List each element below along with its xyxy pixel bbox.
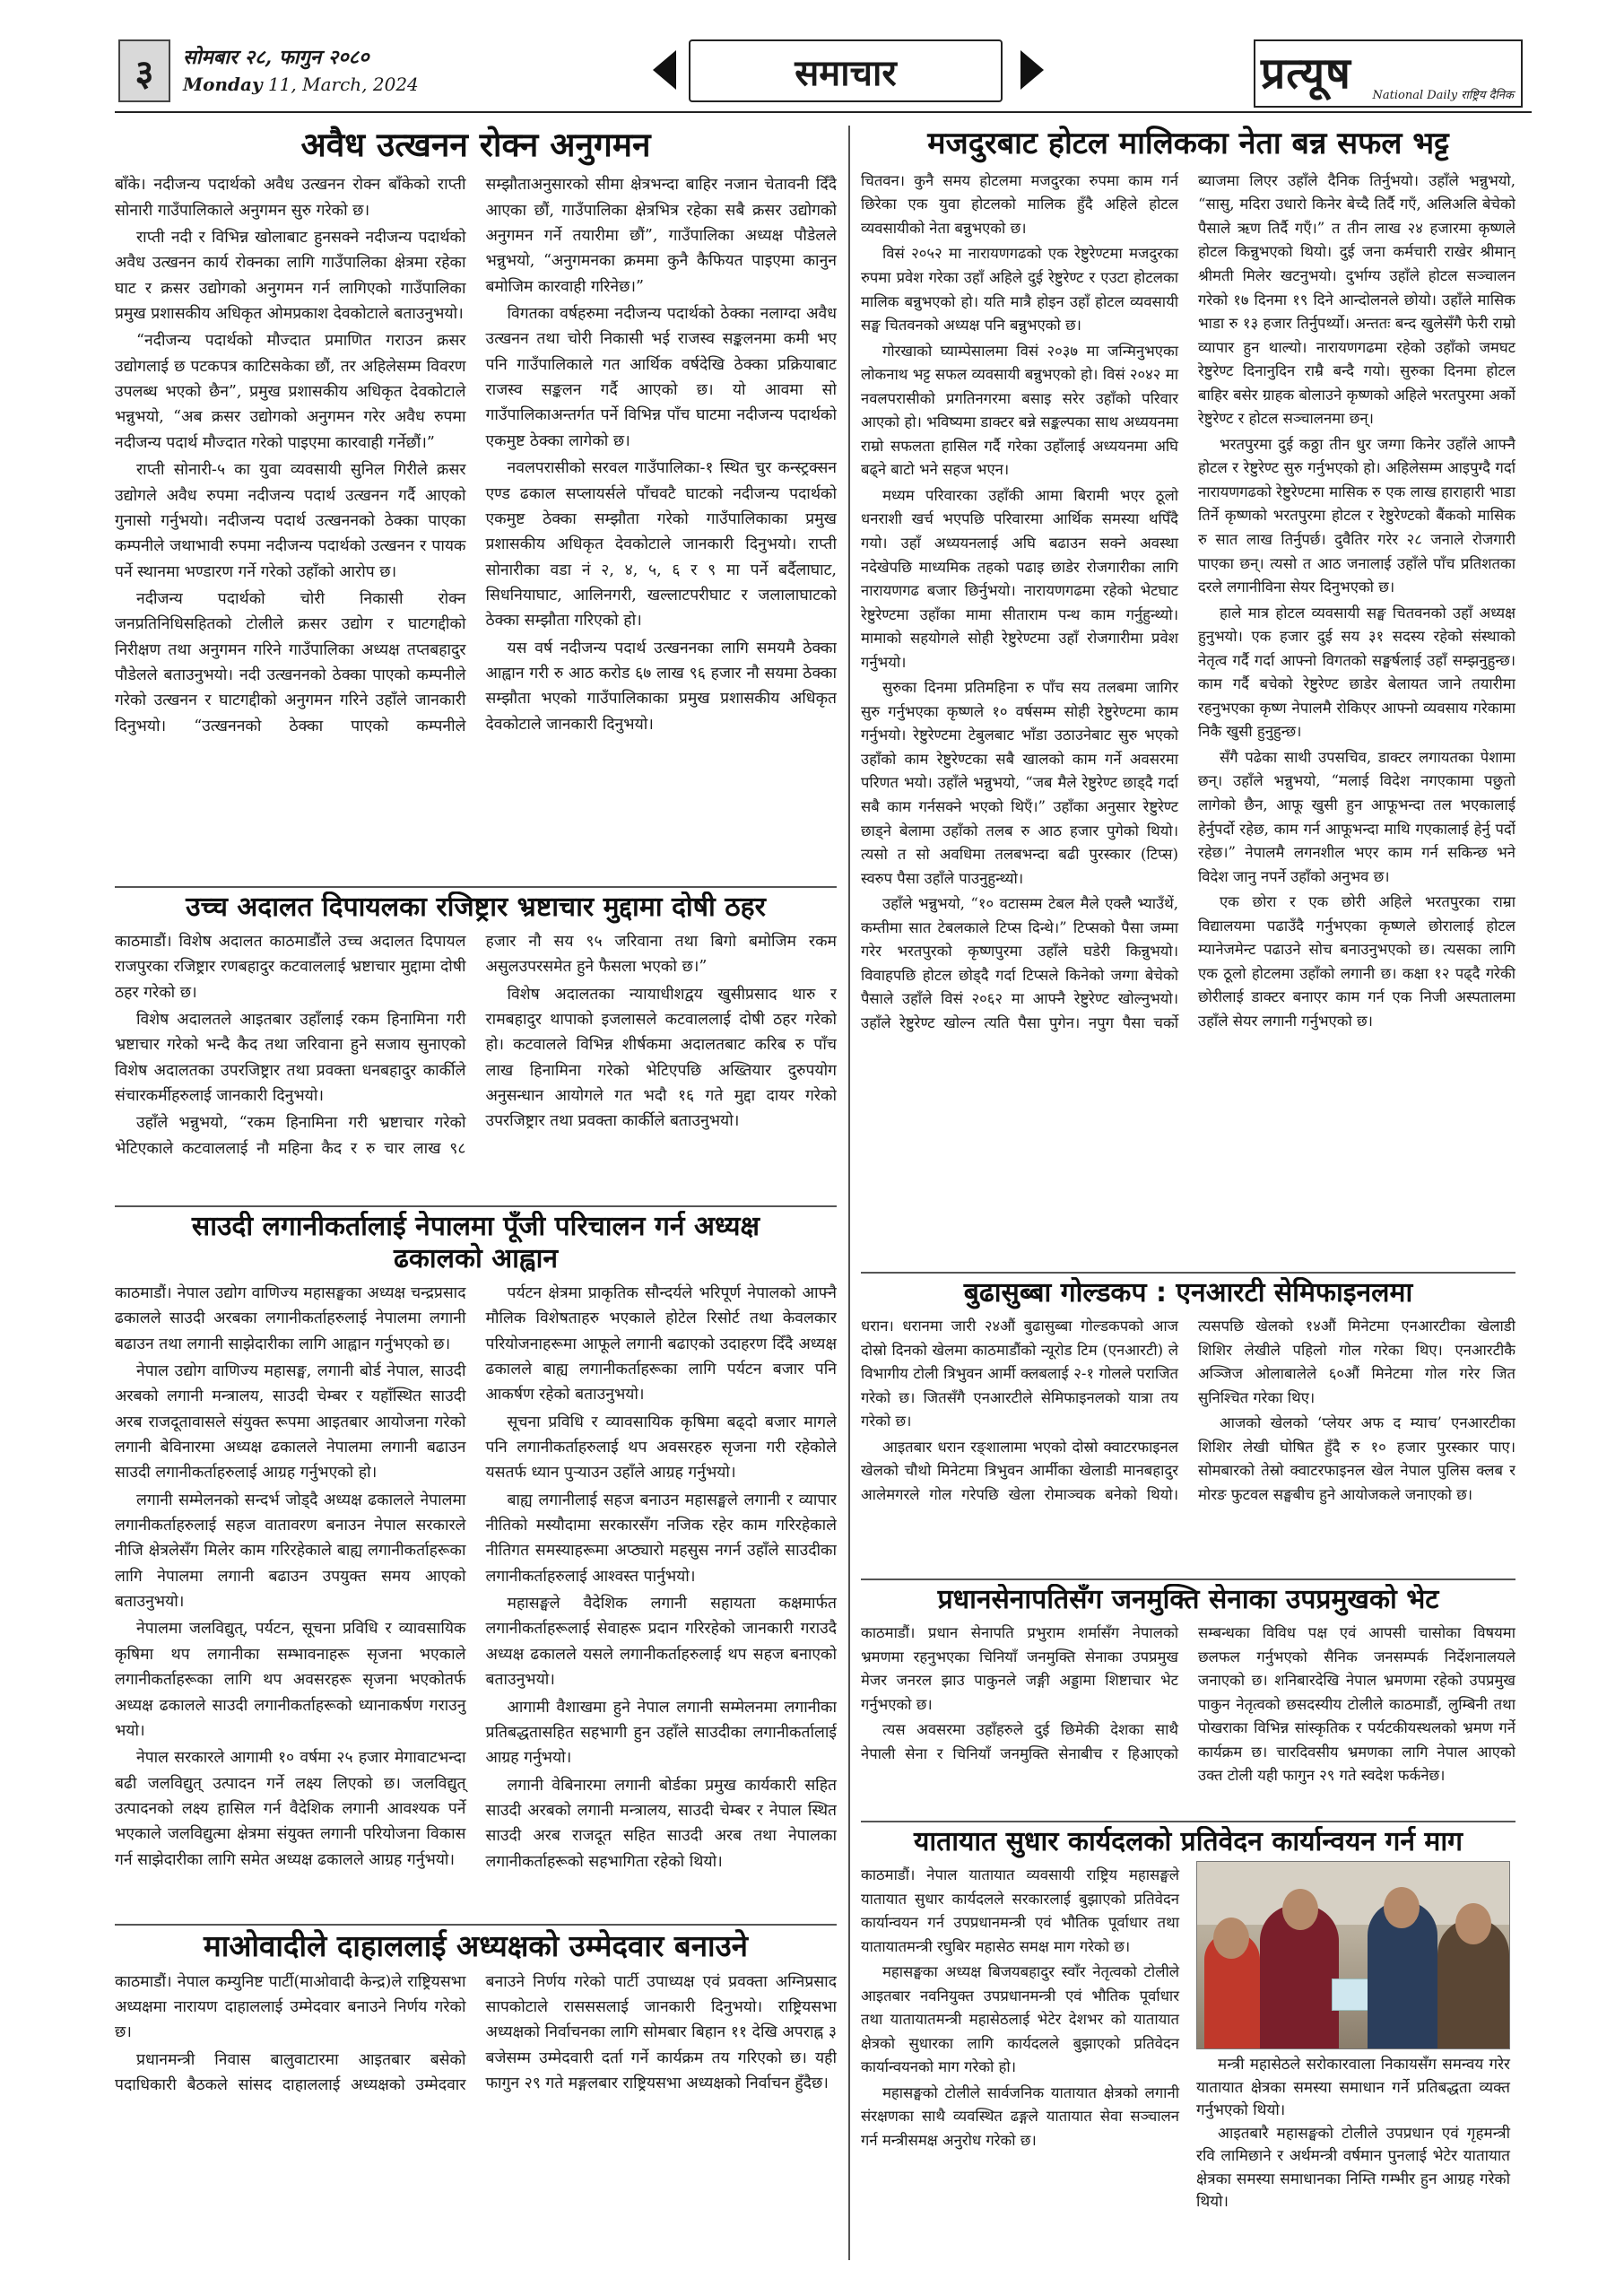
divider — [115, 886, 837, 888]
divider — [861, 1821, 1515, 1822]
page-number: ३ — [118, 39, 170, 102]
section-title: समाचार — [689, 39, 1003, 102]
date-nepali: सोमबार २८, फागुन २०८० — [183, 46, 369, 69]
paragraph: नेपाल सरकारले आगामी १० वर्षमा २५ हजार मेगावाटभन्दा बढी जलविद्युत् उत्पादन गर्ने लक्ष्य लिएको छ। जलविद्युत् उत्पादनको लक्ष्य हासिल गर्न वैदेशिक लगानी आवश्यक पर्ने भएकाले जलविद्युत्मा क्षेत्रमा संयुक्त लगानी परियोजना विकास गर्न साझेदारीका लागि समेत अध्यक्ष ढकालले आग्रह गर्नुभयो। — [115, 1749, 466, 1869]
masthead — [115, 32, 1532, 113]
paragraph: यस वर्ष नदीजन्य पदार्थ उत्खननका लागि समयमै ठेक्का आह्वान गरी रु आठ करोड ६७ लाख ९६ हजार नौ सयमा ठेक्का सम्झौता भएको गाउँपालिकाका प्रमुख प्रशासकीय अधिकृत देवकोटाले जानकारी दिनुभयो। — [485, 639, 837, 734]
headline: यातायात सुधार कार्यदलको प्रतिवेदन कार्यान्वयन गर्न माग — [913, 1826, 1463, 1857]
article-body — [115, 1281, 837, 1875]
article-hotel-owner — [861, 126, 1515, 1266]
headline: उच्च अदालत दिपायलका रजिष्ट्रार भ्रष्टाचार मुद्दामा दोषी ठहर — [186, 891, 766, 923]
paragraph: काठमाडौं। विशेष अदालत काठमाडौंले उच्च अदालत दिपायल राजपुरका रजिष्ट्रार रणबहादुर कटवाललाई भ्रष्टाचार मुद्दामा दोषी ठहर गरेको छ। — [115, 933, 466, 1002]
article-body — [861, 1622, 1515, 1788]
logo-wordmark: प्रत्यूष — [1261, 48, 1351, 99]
paragraph: एक छोरा र एक छोरी अहिले भरतपुरका राम्रा विद्यालयमा पढाउँदै गर्नुभएका कृष्णले छोरालाई होटल म्यानेजमेन्ट पढाउने सोच बनाउनुभएको छ। त्यसका लागि एक ठूलो होटलमा उहाँको लगानी छ। कक्षा १२ पढ्दै गरेकी छोरीलाई डाक्टर बनाएर काम गर्न एक निजी अस्पतालमा उहाँले सेयर लगानी गर्नुभएको छ। — [1198, 893, 1515, 1030]
divider — [861, 1578, 1515, 1580]
prev-arrow-icon[interactable] — [653, 50, 676, 90]
paragraph: आइतबार धरान रङ्शालामा भएको दोस्रो क्वाटरफाइनल खेलको चौथो मिनेटमा त्रिभुवन आर्मीका खेलाडी मानबहादुर आलेमगरले गोल गरेपछि खेला रोमाञ्चक बनेको थियो। त्यसपछि खेलको १४औं मिनेटमा एनआरटीका खेलाडी शिशिर लेखीले पहिलो गोल गरेका थिए। एनआरटीकै अञ्जिज ओलाबालेले ६०औं मिनेटमा गोल गरेर जित सुनिश्चित गरेका थिए। — [861, 1318, 1515, 1503]
paragraph: विशेष अदालतका न्यायाधीशद्वय खुसीप्रसाद थारु र रामबहादुर थापाको इजलासले कटवाललाई दोषी ठहर गरेको हो। कटवालले विभिन्न शीर्षकमा अदालतबाट करिब रु पाँच लाख हिनामिना गरेको भेटिएपछि अख्तियार दुरुपयोग अनुसन्धान आयोगले गत भदौ १६ गते मुद्दा दायर गरेको उपरजिष्ट्रार तथा प्रवक्ता कार्कीले बताउनुभयो। — [485, 985, 837, 1131]
paragraph: नदीजन्य पदार्थको चोरी निकासी रोक्न जनप्रतिनिधिसहितको टोलीले क्रसर उद्योग र घाटगद्दीको निरीक्षण तथा अनुगमन गरिने गाउँपालिका अध्यक्ष तप्तबहादुर पौडेलले बताउनुभयो। नदी उत्खननको ठेक्का पाएको कम्पनीले गरेको उत्खनन र घाटगद्दीको अनुगमन गरिने उहाँले जानकारी दिनुभयो। “उत्खननको ठेक्का पाएको कम्पनीले सम्झौताअनुसारको सीमा क्षेत्रभन्दा बाहिर नजान चेतावनी दिँदै आएका छौं, गाउँपालिका क्षेत्रभित्र रहेका सबै क्रसर उद्योगको अनुगमन गर्ने तयारीमा छौं”, गाउँपालिका अध्यक्ष पौडेलले भन्नुभयो, “अनुगमनका क्रममा कुनै कैफियत पाइएमा कानुन बमोजिम कारवाही गरिनेछ।” — [115, 176, 837, 735]
article-registrar-corruption — [115, 891, 837, 1201]
paragraph: महासङ्घले वैदेशिक लगानी सहायता कक्षमार्फत लगानीकर्ताहरूलाई सेवाहरू प्रदान गरिरहेको जानकारी गराउदै अध्यक्ष ढकालले यसले लगानीकर्ताहरुलाई थप सहज बनाएको बताउनुभयो। — [485, 1595, 837, 1690]
date-english-line — [183, 74, 419, 95]
date-english: 11, March, 2024 — [267, 74, 419, 95]
paragraph: विसं २०५२ मा नारायणगढको एक रेष्टुरेण्टमा मजदुरका रुपमा प्रवेश गरेका उहाँ अहिले दुई रेष्टुरेण्ट र एउटा होटलका मालिक बन्नुभएको हो। यति मात्रै होइन उहाँ होटल व्यवसायी सङ्घ चितवनको अध्यक्ष पनि बन्नुभएको छ। — [861, 245, 1178, 335]
headline: अवैध उत्खनन रोक्न अनुगमन — [300, 126, 651, 164]
paragraph: बाह्य लगानीलाई सहज बनाउन महासङ्घले लगानी र व्यापार नीतिको मस्यौदामा सरकारसँग नजिक रहेर काम गरिरहेकाले नीतिगत समस्याहरूमा अप्ठ्यारो महसुस नगर्न उहाँले साउदीका लगानीकर्ताहरुलाई आश्वस्त पार्नुभयो। — [485, 1491, 837, 1586]
headline: प्रधानसेनापतिसँग जनमुक्ति सेनाका उपप्रमुखको भेट — [937, 1584, 1439, 1615]
paragraph: “नदीजन्य पदार्थको मौज्दात प्रमाणित गराउन क्रसर उद्योगलाई छ पटकपत्र काटिसकेका छौं, तर अहिलेसम्म विवरण उपलब्ध भएको छैन”, प्रमुख प्रशासकीय अधिकृत देवकोटाले भन्नुभयो, “अब क्रसर उद्योगको अनुगमन गरेर अवैध रुपमा नदीजन्य पदार्थ मौज्दात गरेको पाइएमा कारवाही गर्नेछौं।” — [115, 332, 466, 452]
paragraph: काठमाडौं। नेपाल कम्युनिष्ट पार्टी(माओवादी केन्द्र)ले राष्ट्रियसभा अध्यक्षमा नारायण दाहाललाई उम्मेदवार बनाउने निर्णय गरेको छ। — [115, 1972, 466, 2042]
paragraph: मन्त्री महासेठले सरोकारवाला निकायसँग समन्वय गरेर यातायात क्षेत्रका समस्या समाधान गर्ने प्रतिबद्धता व्यक्त गर्नुभएको थियो। — [1196, 2056, 1510, 2119]
column-divider — [848, 126, 850, 2260]
article-body — [115, 929, 837, 1161]
paragraph: आइतबारै महासङ्घको टोलीले उपप्रधान एवं गृहमन्त्री रवि लामिछाने र अर्थमन्त्री वर्षमान पुनलाई भेटेर यातायात क्षेत्रका समस्या समाधानका निम्ति गम्भीर हुन आग्रह गरेको थियो। — [1196, 2124, 1510, 2211]
day-english: Monday — [183, 74, 263, 95]
paragraph: सूचना प्रविधि र व्यावसायिक कृषिमा बढ्दो बजार मागले पनि लगानीकर्ताहरुलाई थप अवसरहरु सृजना गरी रहेकोले यसतर्फ ध्यान पुर्‍याउन उहाँले आग्रह गर्नुभयो। — [485, 1413, 837, 1483]
logo-tagline: National Daily राष्ट्रिय दैनिक — [1372, 89, 1514, 102]
paragraph: काठमाडौं। नेपाल यातायात व्यवसायी राष्ट्रिय महासङ्घले यातायात सुधार कार्यदलले सरकारलाई बुझाएको प्रतिवेदन कार्यान्वयन गर्न उपप्रधानमन्त्री एवं भौतिक पूर्वाधार तथा यातायातमन्त्री रघुबिर महासेठ समक्ष माग गरेको छ। — [861, 1866, 1179, 1955]
paragraph: उहाँले भन्नुभयो, “१० वटासम्म टेबल मैले एक्लै भ्याउँथें, कम्तीमा सात टेबलकाले टिप्स दिन्थे।” टिप्सको पैसा जम्मा गरेर भरतपुरको कृष्णपुरमा उहाँले घडेरी किन्नुभयो। विवाहपछि होटल छोड्दै गर्दा टिप्सले किनेको जग्गा बेचेको पैसाले उहाँले विसं २०६२ मा आफ्नै रेष्टुरेण्ट खोल्नुभयो। उहाँले रेष्टुरेण्ट खोल्न त्यति पैसा पुगेन। नपुग पैसा चर्को ब्याजमा लिएर उहाँले दैनिक तिर्नुभयो। उहाँले भन्नुभयो, “सासु, मदिरा उधारो किनेर बेच्दै तिर्दै गएँ, अलिअलि बेचेको पैसाले ऋण तिर्दै गएँ।” त तीन लाख २४ हजारमा कृष्णले होटल किन्नुभएको थियो। दुई जना कर्मचारी राखेर श्रीमान् श्रीमती मिलेर खटनुभयो। दुर्भाग्य उहाँले होटल सञ्चालन गरेको १७ दिनमा १९ दिने आन्दोलनले छोयो। उहाँले मासिक भाडा रु १३ हजार तिर्नुपर्थ्यो। अन्ततः बन्द खुलेसँगै फेरी राम्रो व्यापार हुन थाल्यो। नारायणगढमा रहेको उहाँको जमघट रेष्टुरेण्ट दिनानुदिन राम्रै बन्दै गयो। सुरुका दिनमा होटल बाहिर बसेर ग्राहक बोलाउने कृष्णको अहिले भरतपुरमा अर्को रेष्टुरेण्ट र होटल सञ्चालनमा छन्। — [861, 171, 1515, 1031]
newspaper-logo — [1254, 39, 1523, 108]
paragraph: काठमाडौं। प्रधान सेनापति प्रभुराम शर्मासँग नेपालको भ्रमणमा रहनुभएका चिनियाँ जनमुक्ति सेनाका उपप्रमुख मेजर जनरल झाउ पाकुनले जङ्गी अड्डामा शिष्टाचार भेट गर्नुभएको छ। — [861, 1624, 1178, 1713]
article-army-chief-meeting — [861, 1584, 1515, 1817]
divider — [115, 1205, 837, 1207]
article-maoist-candidate — [115, 1928, 837, 2260]
paragraph: आजको खेलको ‘प्लेयर अफ द म्याच’ एनआरटीका शिशिर लेखी घोषित हुँदै रु १० हजार पुरस्कार पाए। सोमबारको तेस्रो क्वाटरफाइनल खेल नेपाल पुलिस क्लब र मोरङ फुटवल सङ्घबीच हुने आयोजकले जनाएको छ। — [1198, 1414, 1515, 1503]
next-arrow-icon[interactable] — [1020, 50, 1044, 90]
article-body — [115, 1970, 837, 2099]
paragraph: सुरुका दिनमा प्रतिमहिना रु पाँच सय तलबमा जागिर सुरु गर्नुभएका कृष्णले १० वर्षसम्म सोही रेष्टुरेण्टमा काम गर्नुभयो। रेष्टुरेण्टमा टेबुलबाट भाँडा उठाउनेबाट सुरु भएको उहाँको काम रेष्टुरेण्टका सबै खालको काम गर्ने अवसरमा परिणत भयो। उहाँले भन्नुभयो, “जब मैले रेष्टुरेण्ट छाड्दै गर्दा सबै काम गर्नसक्ने भएको थिएँ।” उहाँका अनुसार रेष्टुरेण्ट छाड्ने बेलामा उहाँको तलब रु आठ हजार पुगेको थियो। त्यसो त सो अवधिमा तलबभन्दा बढी पुरस्कार (टिप्स) स्वरुप पैसा उहाँले पाउनुहुन्थ्यो। — [861, 679, 1178, 887]
paragraph: लगानी वेबिनारमा लगानी बोर्डका प्रमुख कार्यकारी सहित साउदी अरबको लगानी मन्त्रालय, साउदी चेम्बर र नेपाल स्थित साउदी अरब राजदूत सहित साउदी अरब तथा नेपालका लगानीकर्ताहरूको सहभागिता रहेको थियो। — [485, 1776, 837, 1871]
paragraph: विशेष अदालतले आइतबार उहाँलाई रकम हिनामिना गरी भ्रष्टाचार गरेको भन्दै कैद तथा जरिवाना हुने सजाय सुनाएको विशेष अदालतका उपरजिष्ट्रार तथा प्रवक्ता धनबहादुर कार्कीले संचारकर्मीहरुलाई जानकारी दिनुभयो। — [115, 1011, 466, 1106]
news-photo — [1196, 1861, 1510, 2049]
paragraph: पर्यटन क्षेत्रमा प्राकृतिक सौन्दर्यले भरिपूर्ण नेपालको आफ्नै मौलिक विशेषताहरु भएकाले होटेल रिसोर्ट तथा केवलकार परियोजनाहरूमा आफूले लगानी बढाएको उदाहरण दिँदै अध्यक्ष ढकालले बाह्य लगानीकर्ताहरूका लागि पर्यटन बजार पनि आकर्षण रहेको बताउनुभयो। — [485, 1284, 837, 1405]
paragraph: महासङ्घको टोलीले सार्वजनिक यातायात क्षेत्रको लगानी संरक्षणका साथै व्यवस्थित ढङ्गले यातायात सेवा सञ्चालन गर्न मन्त्रीसमक्ष अनुरोध गरेको छ। — [861, 2083, 1179, 2150]
paragraph: राप्ती सोनारी-५ का युवा व्यवसायी सुनिल गिरीले क्रसर उद्योगले अवैध रुपमा नदीजन्य पदार्थ उत्खनन गर्दै आएको गुनासो गर्नुभयो। नदीजन्य पदार्थ उत्खननको ठेक्का पाएका कम्पनीले जथाभावी रुपमा नदीजन्य पदार्थको उत्खनन र पायक पर्ने स्थानमा भण्डारण गर्ने गरेको उहाँको आरोप छ। — [115, 461, 466, 581]
article-illegal-mining — [115, 126, 837, 882]
paragraph: राप्ती नदी र विभिन्न खोलाबाट हुनसक्ने नदीजन्य पदार्थको अवैध उत्खनन कार्य रोक्नका लागि गाउँपालिका क्षेत्रमा रहेका घाट र क्रसर उद्योगको अनुगमन गर्न लागिएको गाउँपालिका प्रमुख प्रशासकीय अधिकृत ओमप्रकाश देवकोटाले बताउनुभयो। — [115, 229, 466, 324]
paragraph: नेपाल उद्योग वाणिज्य महासङ्घ, लगानी बोर्ड नेपाल, साउदी अरबको लगानी मन्त्रालय, साउदी चेम्बर र यहाँस्थित साउदी अरब राजदूतावासले संयुक्त रूपमा आइतबार आयोजना गरेको लगानी बेविनारमा अध्यक्ष ढकालले नेपालमा लगानी बढाउन साउदी लगानीकर्ताहरुलाई आग्रह गर्नुभएको हो। — [115, 1362, 466, 1483]
paragraph: विगतका वर्षहरुमा नदीजन्य पदार्थको ठेक्का नलाग्दा अवैध उत्खनन तथा चोरी निकासी भई राजस्व सङ्कलनमा कमी भए पनि गाउँपालिकाले गत आर्थिक वर्षदेखि ठेक्का प्रक्रियाबाट राजस्व सङ्कलन गर्दै आएको छ। यो आवमा सो गाउँपालिकाअन्तर्गत पर्ने विभिन्न पाँच घाटमा नदीजन्य पदार्थको एकमुष्ट ठेक्का लागेको छ। — [485, 305, 837, 450]
paragraph: धरान। धरानमा जारी २४औं बुढासुब्बा गोल्डकपको आज दोस्रो दिनको खेलमा काठमाडौंको न्यूरोड टिम (एनआरटी) ले विभागीय टोली त्रिभुवन आर्मी क्लबलाई २-१ गोलले पराजित गरेको छ। जितसँगै एनआरटीले सेमिफाइनलको यात्रा तय गरेको छ। — [861, 1318, 1178, 1431]
paragraph: नेपालमा जलविद्युत्, पर्यटन, सूचना प्रविधि र व्यावसायिक कृषिमा थप लगानीका सम्भावनाहरू सृजना भएकाले लगानीकर्ताहरूका लागि थप अवसरहरू सृजना भएकोतर्फ अध्यक्ष ढकालले साउदी लगानीकर्ताहरूको ध्यानाकर्षण गराउनु भयो। — [115, 1620, 466, 1740]
paragraph: चितवन। कुनै समय होटलमा मजदुरका रुपमा काम गर्न छिरेका एक युवा होटलको मालिक हुँदै अहिले होटल व्यवसायीको नेता बन्नुभएको छ। — [861, 171, 1178, 237]
headline: बुढासुब्बा गोल्डकप : एनआरटी सेमिफाइनलमा — [963, 1277, 1413, 1309]
paragraph: त्यस अवसरमा उहाँहरुले दुई छिमेकी देशका साथै नेपाली सेना र चिनियाँ जनमुक्ति सेनाबीच र हिआएको सम्बन्धका विविध पक्ष एवं आपसी चासोका विषयमा छलफल गर्नुभएको सैनिक जनसम्पर्क निर्देशनालयले जनाएको छ। शनिबारदेखि नेपाल भ्रमणमा रहेको उपप्रमुख पाकुन नेतृत्वको छसदस्यीय टोलीले काठमाडौं, लुम्बिनी तथा पोखराका विभिन्न सांस्कृतिक र पर्यटकीयस्थलको भ्रमण गर्ने कार्यक्रम छ। चारदिवसीय भ्रमणका लागि नेपाल आएको उक्त टोली यही फागुन २९ गते स्वदेश फर्कनेछ। — [861, 1624, 1515, 1785]
paragraph: नवलपरासीको सरवल गाउँपालिका-१ स्थित चुर कन्स्ट्रक्सन एण्ड ढकाल सप्लायर्सले पाँचवटै घाटको नदीजन्य पदार्थको एकमुष्ट ठेक्का सम्झौता गरेको गाउँपालिकाका प्रमुख प्रशासकीय अधिकृत देवकोटाले जानकारी दिनुभयो। राप्ती सोनारीका वडा नं २, ४, ५, ६ र ९ मा पर्ने बर्दैलाघाट, सिधनियाघाट, आलिनगरी, खल्लाटपरीघाट र जलालाघाटको ठेक्का सम्झौता गरिएको हो। — [485, 459, 837, 631]
article-body — [861, 1864, 1179, 2155]
paragraph: भरतपुरमा दुई कठ्ठा तीन धुर जग्गा किनेर उहाँले आफ्नै होटल र रेष्टुरेण्ट सुरु गर्नुभएको हो। अहिलेसम्म आइपुग्दै गर्दा नारायणगढको रेष्टुरेण्टमा मासिक रु एक लाख हाराहारी भाडा तिर्ने कृष्णको भरतपुरमा होटल र रेष्टुरेण्टको बैंकको मासिक रु सात लाख तिर्नुपर्छ। दुवैतिर गरेर २८ जनाले रोजगारी पाएका छन्। त्यसो त आठ जनालाई उहाँले पाँच प्रतिशतका दरले लगानीविना सेयर दिनुभएको छ। — [1198, 435, 1515, 596]
headline: मजदुरबाट होटल मालिकका नेता बन्न सफल भट्ट — [927, 126, 1449, 161]
divider — [115, 1924, 837, 1926]
paragraph: लगानी सम्मेलनको सन्दर्भ जोड्दै अध्यक्ष ढकालले नेपालमा लगानीकर्ताहरुलाई सहज वातावरण बनाउन नेपाल सरकारले नीजि क्षेत्रलेसँग मिलेर काम गरिरहेकाले बाह्य लगानीकर्ताहरूका लागि नेपालमा लगानी बढाउन उपयुक्त समय आएको बताउनुभयो। — [115, 1491, 466, 1612]
paragraph: काठमाडौं। नेपाल उद्योग वाणिज्य महासङ्घका अध्यक्ष चन्द्रप्रसाद ढकालले साउदी अरबका लगानीकर्ताहरुलाई नेपालमा लगानी बढाउन तथा लगानी साझेदारीका लागि आह्वान गर्नुभएको छ। — [115, 1284, 466, 1353]
paragraph: बाँके। नदीजन्य पदार्थको अवैध उत्खनन रोक्न बाँकेको राप्ती सोनारी गाउँपालिकाले अनुगमन सुरु गरेको छ। — [115, 176, 466, 220]
paragraph: उहाँले भन्नुभयो, “रकम हिनामिना गरी भ्रष्टाचार गरेको भेटिएकाले कटवाललाई नौ महिना कैद र रु चार लाख ९८ हजार नौ सय ९५ जरिवाना तथा बिगो बमोजिम रकम असुलउपरसमेत हुने फैसला भएको छ।” — [115, 933, 837, 1158]
paragraph: सँगै पढेका साथी उपसचिव, डाक्टर लगायतका पेशामा छन्। उहाँले भन्नुभयो, “मलाई विदेश नगएकामा पछुतो लागेको छैन, आफू खुसी हुन आफूभन्दा तल भएकालाई हेर्नुपर्दो रहेछ, काम गर्न आफूभन्दा माथि गएकालाई हेर्नु पर्दो रहेछ।” नेपालमै लगनशील भएर काम गर्न सकिन्छ भने विदेश जानु नपर्ने उहाँको अनुभव छ। — [1198, 748, 1515, 885]
photo-caption — [1196, 2054, 1510, 2214]
paragraph: मध्यम परिवारका उहाँकी आमा बिरामी भएर ठूलो धनराशी खर्च भएपछि परिवारमा आर्थिक समस्या थपिँदै गयो। उहाँ अध्ययनलाई अघि बढाउन सक्ने अवस्था नदेखेपछि माध्यमिक तहको पढाइ छाडेर रोजगारीका लागि नारायणगढ बजार छिर्नुभयो। नारायणगढमा रहेको भेटघाट रेष्टुरेण्टमा उहाँका मामा सीताराम पन्थ काम गर्नुहुन्थ्यो। मामाको सहयोगले सोही रेष्टुरेण्टमा उहाँ रोजगारीमा प्रवेश गर्नुभयो। — [861, 486, 1178, 671]
article-body — [115, 172, 837, 739]
headline: माओवादीले दाहाललाई अध्यक्षको उम्मेदवार बनाउने — [204, 1928, 748, 1963]
paragraph: हाले मात्र होटल व्यवसायी सङ्घ चितवनको उहाँ अध्यक्ष हुनुभयो। एक हजार दुई सय ३१ सदस्य रहेको संस्थाको नेतृत्व गर्दै गर्दा आफ्नो विगतको सङ्घर्षलाई उहाँ सम्झनुहुन्छ। काम गर्दै बचेको रेष्टुरेण्ट छाडेर बेलायत जाने तयारीमा रहनुभएका कृष्ण नेपालमै रोकिएर आफ्नो व्यवसाय गरेकामा निकै खुसी हुनुहुन्छ। — [1198, 604, 1515, 741]
paragraph: महासङ्घका अध्यक्ष बिजयबहादुर स्वाँर नेतृत्वको टोलीले आइतबार नवनियुक्त उपप्रधानमन्त्री एवं भौतिक पूर्वाधार तथा यातायातमन्त्री महासेठलाई भेटेर देशभर को यातायात क्षेत्रको सुधारका लागि कार्यदलले बुझाएको प्रतिवेदन कार्यान्वयनको माग गरेको हो। — [861, 1963, 1179, 2076]
article-gold-cup — [861, 1277, 1515, 1573]
article-body — [861, 170, 1515, 1036]
paragraph: प्रधानमन्त्री निवास बालुवाटारमा आइतबार बसेको पदाधिकारी बैठकले सांसद दाहाललाई अध्यक्षको उम्मेदवार बनाउने निर्णय गरेको पार्टी उपाध्यक्ष एवं प्रवक्ता अग्निप्रसाद सापकोटाले रासससलाई जानकारी दिनुभयो। राष्ट्रियसभा अध्यक्षको निर्वाचनका लागि सोमबार बिहान ११ देखि अपराह्न ३ बजेसम्म उम्मेदवारी दर्ता गर्ने कार्यक्रम तय गरिएको छ। यही फागुन २९ गते मङ्गलबार राष्ट्रियसभा अध्यक्षको निर्वाचन हुँदैछ। — [115, 1972, 837, 2094]
divider — [861, 1272, 1515, 1274]
paragraph: गोरखाको घ्याम्पेसालमा विसं २०३७ मा जन्मिनुभएका लोकनाथ भट्ट सफल व्यवसायी बन्नुभएको हो। विसं २०४२ मा नवलपरासीको प्रगतिनगरमा बसाइ सरेर उहाँको परिवार आएको हो। भविष्यमा डाक्टर बन्ने सङ्कल्पका साथ अध्ययनमा राम्रो सफलता हासिल गर्दै गरेका उहाँलाई अध्ययनमा अघि बढ्ने बाटो भने सहज भएन। — [861, 342, 1178, 479]
article-body — [861, 1315, 1515, 1508]
article-saudi-investment — [115, 1211, 837, 1919]
paragraph: आगामी वैशाखमा हुने नेपाल लगानी सम्मेलनमा लगानीका प्रतिबद्धतासहित सहभागी हुन उहाँले साउदीका लगानीकर्तालाई आग्रह गर्नुभयो। — [485, 1698, 837, 1768]
headline: साउदी लगानीकर्तालाई नेपालमा पूँजी परिचालन गर्न अध्यक्ष ढकालको आह्वान — [191, 1211, 760, 1274]
